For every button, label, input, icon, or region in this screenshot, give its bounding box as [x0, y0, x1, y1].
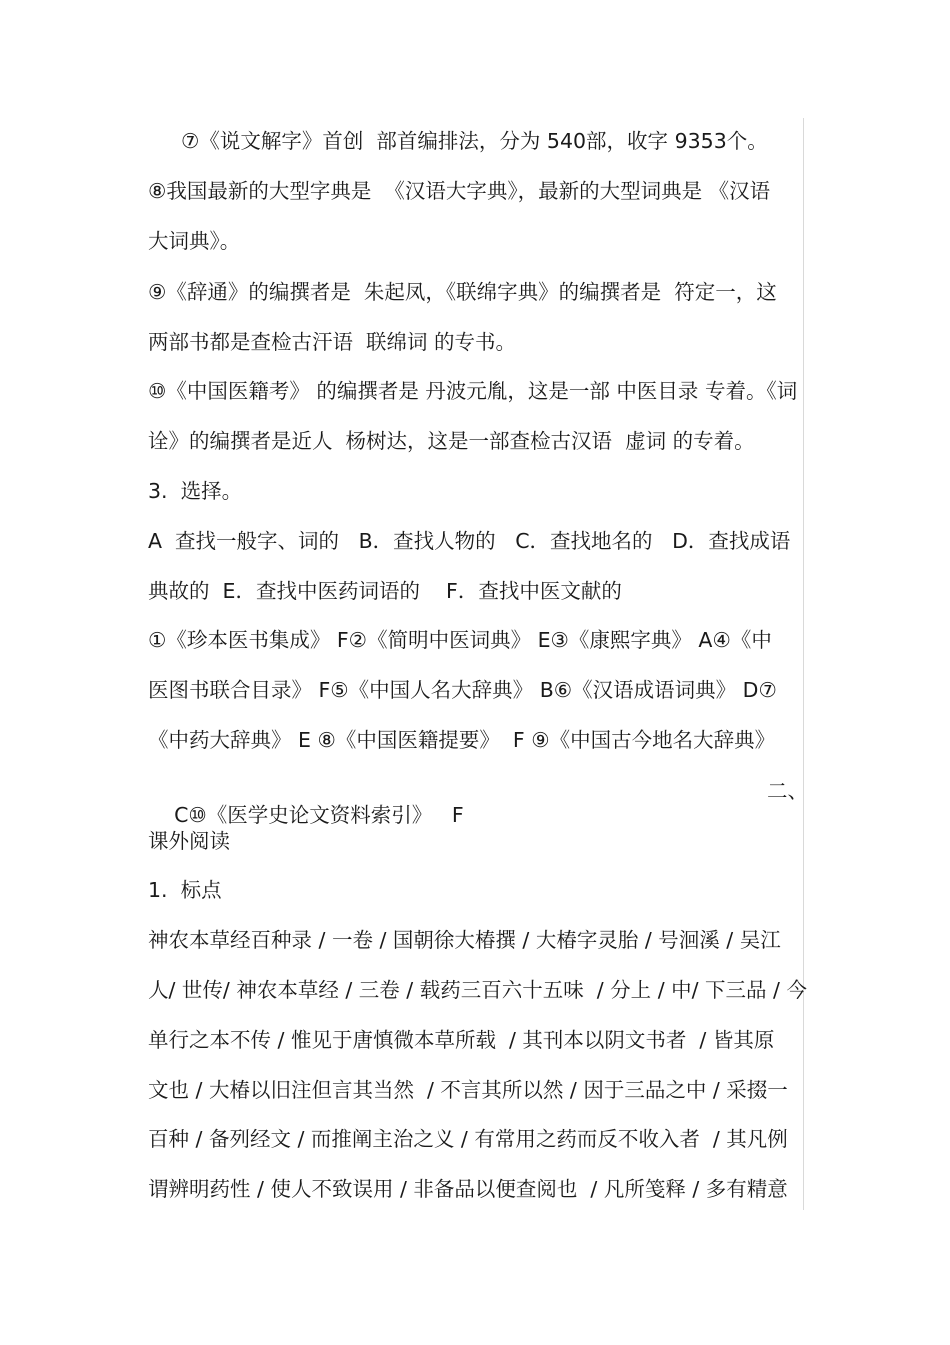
text-line: 诠》的编撰者是近人 杨树达，这是一部查检古汉语 虚词 的专着。	[148, 429, 755, 453]
text-line: ①《珍本医书集成》 F②《简明中医词典》 E③《康熙字典》 A④《中	[148, 628, 772, 652]
text-line: 谓辨明药性 / 使人不致误用 / 非备品以便查阅也 / 凡所笺释 / 多有精意	[148, 1177, 788, 1201]
text-line: 人/ 世传/ 神农本草经 / 三卷 / 载药三百六十五味 / 分上 / 中/ 下三品 / 今	[148, 978, 807, 1002]
text-line: A 查找一般字、词的 B．查找人物的 C．查找地名的 D．查找成语	[148, 529, 791, 553]
text-line: 典故的 E．查找中医药词语的 F．查找中医文献的	[148, 579, 622, 603]
text-line-main: C⑩《医学史论文资料索引》 F	[174, 803, 464, 827]
section-heading: 1. 标点	[148, 878, 222, 902]
text-line: 神农本草经百种录 / 一卷 / 国朝徐大椿撰 / 大椿字灵胎 / 号洄溪 / 吴江	[148, 928, 781, 952]
text-line: 医图书联合目录》 F⑤《中国人名大辞典》 B⑥《汉语成语词典》 D⑦	[148, 678, 777, 702]
text-line: 文也 / 大椿以旧注但言其当然 / 不言其所以然 / 因于三品之中 / 采掇一	[148, 1078, 788, 1102]
text-line	[148, 779, 808, 875]
text-line: ⑧我国最新的大型字典是 《汉语大字典》，最新的大型词典是 《汉语	[148, 179, 771, 203]
text-line: 百种 / 备列经文 / 而推阐主治之义 / 有常用之药而反不收入者 / 其凡例	[148, 1127, 788, 1151]
text-line: ⑦《说文解字》首创 部首编排法，分为 540部，收字 9353个。	[181, 129, 768, 153]
section-heading: 3. 选择。	[148, 479, 243, 503]
text-line: 单行之本不传 / 惟见于唐慎微本草所载 / 其刊本以阴文书者 / 皆其原	[148, 1028, 775, 1052]
section-heading: 课外阅读	[148, 829, 230, 853]
text-line: 大词典》。	[148, 229, 241, 253]
text-line: ⑨《辞通》的编撰者是 朱起凤，《联绵字典》的编撰者是 符定一，这	[148, 280, 777, 304]
text-line: ⑩《中国医籍考》 的编撰者是 丹波元胤，这是一部 中医目录 专着。《词	[148, 379, 798, 403]
section-number: 二、	[767, 779, 808, 803]
text-line: 两部书都是查检古汗语 联绵词 的专书。	[148, 330, 517, 354]
text-line: 《中药大辞典》 E ⑧《中国医籍提要》 F ⑨《中国古今地名大辞典》	[148, 728, 776, 752]
